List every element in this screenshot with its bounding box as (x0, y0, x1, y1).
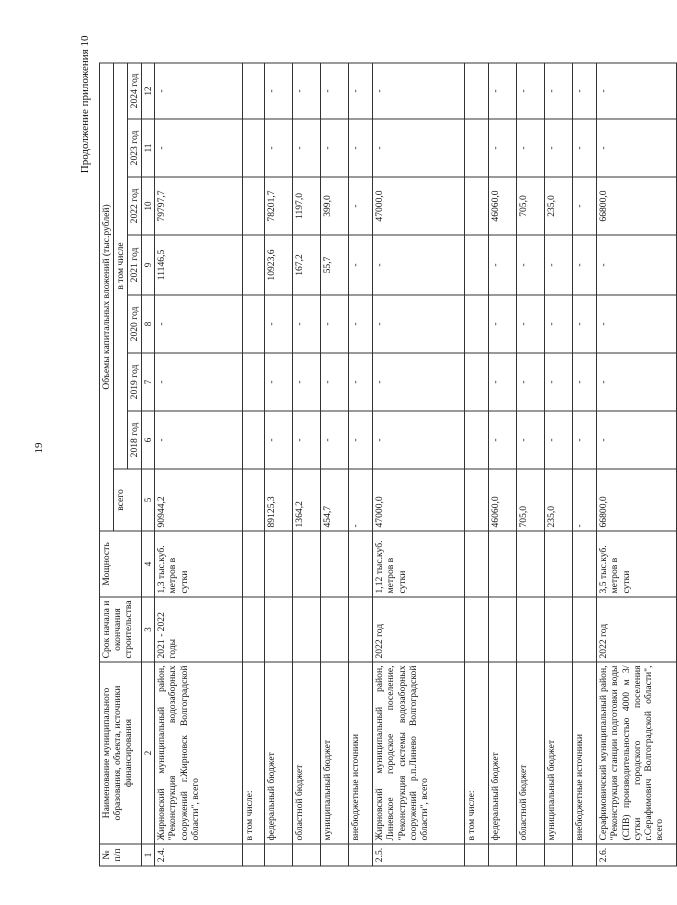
row-value: - (321, 411, 349, 469)
column-number: 7 (142, 353, 155, 411)
row-power (545, 531, 573, 597)
row-value: 46060,0 (489, 469, 517, 531)
table-row (349, 63, 373, 866)
column-number: 11 (142, 119, 155, 177)
row-value: - (293, 411, 321, 469)
row-value: 55,7 (321, 235, 349, 295)
row-number (573, 844, 597, 866)
table-row (373, 63, 465, 866)
row-value: 47000,0 (373, 177, 465, 235)
row-value: - (293, 295, 321, 353)
row-value: - (349, 469, 373, 531)
row-value: - (155, 295, 243, 353)
row-name: федеральный бюджет (265, 662, 293, 844)
row-power (243, 531, 265, 597)
table-row (489, 63, 517, 866)
row-value: - (517, 411, 545, 469)
table-row (545, 63, 573, 866)
row-value: - (373, 235, 465, 295)
row-value: - (373, 63, 465, 119)
row-value: - (489, 353, 517, 411)
row-name: внебюджетные источники (573, 662, 597, 844)
table-body (155, 63, 677, 866)
row-value: 90944,2 (155, 469, 243, 531)
row-term: 2022 год (373, 597, 465, 662)
row-value: 79797,7 (155, 177, 243, 235)
row-value: - (155, 411, 243, 469)
row-value: - (265, 295, 293, 353)
row-value (243, 295, 265, 353)
row-value: - (373, 295, 465, 353)
row-value: 235,0 (545, 177, 573, 235)
row-value (465, 411, 489, 469)
row-power (465, 531, 489, 597)
row-term (573, 597, 597, 662)
row-value (243, 119, 265, 177)
row-name: Жирновский муниципальный район, "Реконструкция водозаборных сооружений г.Жирновск Волгоградской области", всего (155, 662, 243, 844)
row-value: - (349, 295, 373, 353)
row-value: - (489, 235, 517, 295)
header-no: № п/п (100, 844, 142, 866)
row-number (293, 844, 321, 866)
column-number: 6 (142, 411, 155, 469)
row-number: 2.4. (155, 844, 243, 866)
row-value: - (155, 353, 243, 411)
row-value: - (573, 353, 597, 411)
row-value: - (489, 295, 517, 353)
table-row (465, 63, 489, 866)
row-number (349, 844, 373, 866)
column-number: 9 (142, 235, 155, 295)
row-value: - (293, 353, 321, 411)
row-value: - (517, 353, 545, 411)
row-value: - (573, 295, 597, 353)
row-value: 1364,2 (293, 469, 321, 531)
row-value: - (349, 119, 373, 177)
row-value (243, 177, 265, 235)
row-value: - (373, 119, 465, 177)
row-value: - (265, 119, 293, 177)
header-year: 2023 год (128, 119, 142, 177)
column-number: 4 (142, 531, 155, 597)
row-value: - (545, 63, 573, 119)
row-value: - (489, 411, 517, 469)
header-row-1 (100, 63, 114, 866)
row-value: 167,2 (293, 235, 321, 295)
row-power (517, 531, 545, 597)
row-name: Жирновский муниципальный район, Линевское городское поселение, "Реконструкция системы водозаборных сооружений р.п.Линево Волгоградской области", всего (373, 662, 465, 844)
row-term (349, 597, 373, 662)
header-name: Наименование муниципального образования, объекта, источники финансирования (100, 662, 142, 844)
row-power: 1,12 тыс.куб. метров в сутки (373, 531, 465, 597)
column-number: 1 (142, 844, 155, 866)
row-value: - (597, 411, 677, 469)
row-value: 78201,7 (265, 177, 293, 235)
header-year: 2022 год (128, 177, 142, 235)
row-value: - (597, 353, 677, 411)
row-value (243, 235, 265, 295)
row-value: - (349, 411, 373, 469)
row-value: - (155, 63, 243, 119)
row-value: - (597, 63, 677, 119)
row-value: - (517, 295, 545, 353)
row-value: - (517, 119, 545, 177)
row-value (465, 177, 489, 235)
row-value (465, 353, 489, 411)
row-value: - (321, 353, 349, 411)
row-value: - (517, 63, 545, 119)
row-term (265, 597, 293, 662)
row-number: 2.5. (373, 844, 465, 866)
row-name: в том числе: (465, 662, 489, 844)
column-number: 3 (142, 597, 155, 662)
table-row (321, 63, 349, 866)
row-name: Серафимовичский муниципальный район, "Реконструкция станции подготовки воды (СПВ) производительностью 4000 м 3/сутки городского поселения г.Серафимович Волгоградской области", всего (597, 662, 677, 844)
row-value: 705,0 (517, 469, 545, 531)
row-number (321, 844, 349, 866)
row-value: - (545, 235, 573, 295)
row-value: - (321, 119, 349, 177)
row-term (489, 597, 517, 662)
row-term (293, 597, 321, 662)
row-value: - (489, 119, 517, 177)
row-value: 454,7 (321, 469, 349, 531)
row-value: - (155, 119, 243, 177)
capital-investment-table (99, 62, 677, 866)
table-row (517, 63, 545, 866)
row-value: - (293, 63, 321, 119)
row-power (349, 531, 373, 597)
column-number: 8 (142, 295, 155, 353)
row-power: 3,5 тыс.куб. метров в сутки (597, 531, 677, 597)
row-value: - (573, 119, 597, 177)
row-term (517, 597, 545, 662)
header-volumes: Объемы капитальных вложений (тыс.рублей) (100, 63, 114, 531)
row-power (489, 531, 517, 597)
row-term (243, 597, 265, 662)
row-name: муниципальный бюджет (321, 662, 349, 844)
table-row (597, 63, 677, 866)
row-name: областной бюджет (293, 662, 321, 844)
header-including: в том числе (114, 63, 128, 469)
column-number: 5 (142, 469, 155, 531)
row-value: - (265, 353, 293, 411)
row-value: - (545, 295, 573, 353)
row-term (545, 597, 573, 662)
row-value: - (265, 63, 293, 119)
row-term: 2022 год (597, 597, 677, 662)
row-power (573, 531, 597, 597)
row-value: - (573, 177, 597, 235)
row-value: - (373, 353, 465, 411)
row-value: 89125,3 (265, 469, 293, 531)
column-number: 10 (142, 177, 155, 235)
row-value (243, 353, 265, 411)
header-power: Мощность (100, 531, 142, 597)
table-row (573, 63, 597, 866)
row-name: областной бюджет (517, 662, 545, 844)
header-year: 2019 год (128, 353, 142, 411)
row-value: 399,0 (321, 177, 349, 235)
row-term (465, 597, 489, 662)
row-value (465, 469, 489, 531)
row-number (517, 844, 545, 866)
row-value: 11146,5 (155, 235, 243, 295)
row-name: внебюджетные источники (349, 662, 373, 844)
row-value: 47000,0 (373, 469, 465, 531)
header-year: 2021 год (128, 235, 142, 295)
row-number (489, 844, 517, 866)
row-power (265, 531, 293, 597)
row-term: 2021 - 2022 годы (155, 597, 243, 662)
row-name: в том числе: (243, 662, 265, 844)
row-value: 10923,6 (265, 235, 293, 295)
row-number: 2.6. (597, 844, 677, 866)
row-value (465, 63, 489, 119)
table-row (243, 63, 265, 866)
header-year: 2020 год (128, 295, 142, 353)
row-value: 66800,0 (597, 177, 677, 235)
row-value: - (293, 119, 321, 177)
header-total: всего (114, 469, 142, 531)
row-number (465, 844, 489, 866)
table-row (265, 63, 293, 866)
row-number (243, 844, 265, 866)
row-value: - (573, 469, 597, 531)
header-year: 2024 год (128, 63, 142, 119)
table-row (293, 63, 321, 866)
row-value: - (349, 235, 373, 295)
page-number: 19 (33, 442, 45, 454)
row-power (321, 531, 349, 597)
table-row (155, 63, 243, 866)
row-value: - (517, 235, 545, 295)
row-value: 705,0 (517, 177, 545, 235)
row-value: - (489, 63, 517, 119)
row-value (465, 235, 489, 295)
row-power (293, 531, 321, 597)
row-value: - (265, 411, 293, 469)
row-value (243, 411, 265, 469)
row-value: - (321, 295, 349, 353)
row-name: федеральный бюджет (489, 662, 517, 844)
column-number: 12 (142, 63, 155, 119)
row-number (265, 844, 293, 866)
row-value: 235,0 (545, 469, 573, 531)
row-value: 46060,0 (489, 177, 517, 235)
row-number (545, 844, 573, 866)
row-value: - (573, 235, 597, 295)
row-value: 66800,0 (597, 469, 677, 531)
row-value: - (597, 235, 677, 295)
appendix-caption: Продолжение приложения 10 (79, 35, 91, 174)
header-term: Срок начала и окончания строительства (100, 597, 142, 662)
row-value: - (573, 63, 597, 119)
row-value: - (349, 177, 373, 235)
column-number: 2 (142, 662, 155, 844)
column-numbers-row (142, 63, 155, 866)
row-name: муниципальный бюджет (545, 662, 573, 844)
row-value: - (373, 411, 465, 469)
row-value: - (545, 119, 573, 177)
row-value: - (597, 119, 677, 177)
row-value: - (321, 63, 349, 119)
row-value: - (545, 411, 573, 469)
row-value (465, 295, 489, 353)
row-power: 1,3 тыс.куб. метров в сутки (155, 531, 243, 597)
row-value: - (597, 295, 677, 353)
row-term (321, 597, 349, 662)
row-value: - (545, 353, 573, 411)
row-value: - (349, 353, 373, 411)
row-value (243, 469, 265, 531)
row-value (465, 119, 489, 177)
row-value (243, 63, 265, 119)
row-value: 1197,0 (293, 177, 321, 235)
row-value: - (573, 411, 597, 469)
rotated-content (79, 30, 665, 875)
row-value: - (349, 63, 373, 119)
header-year: 2018 год (128, 411, 142, 469)
